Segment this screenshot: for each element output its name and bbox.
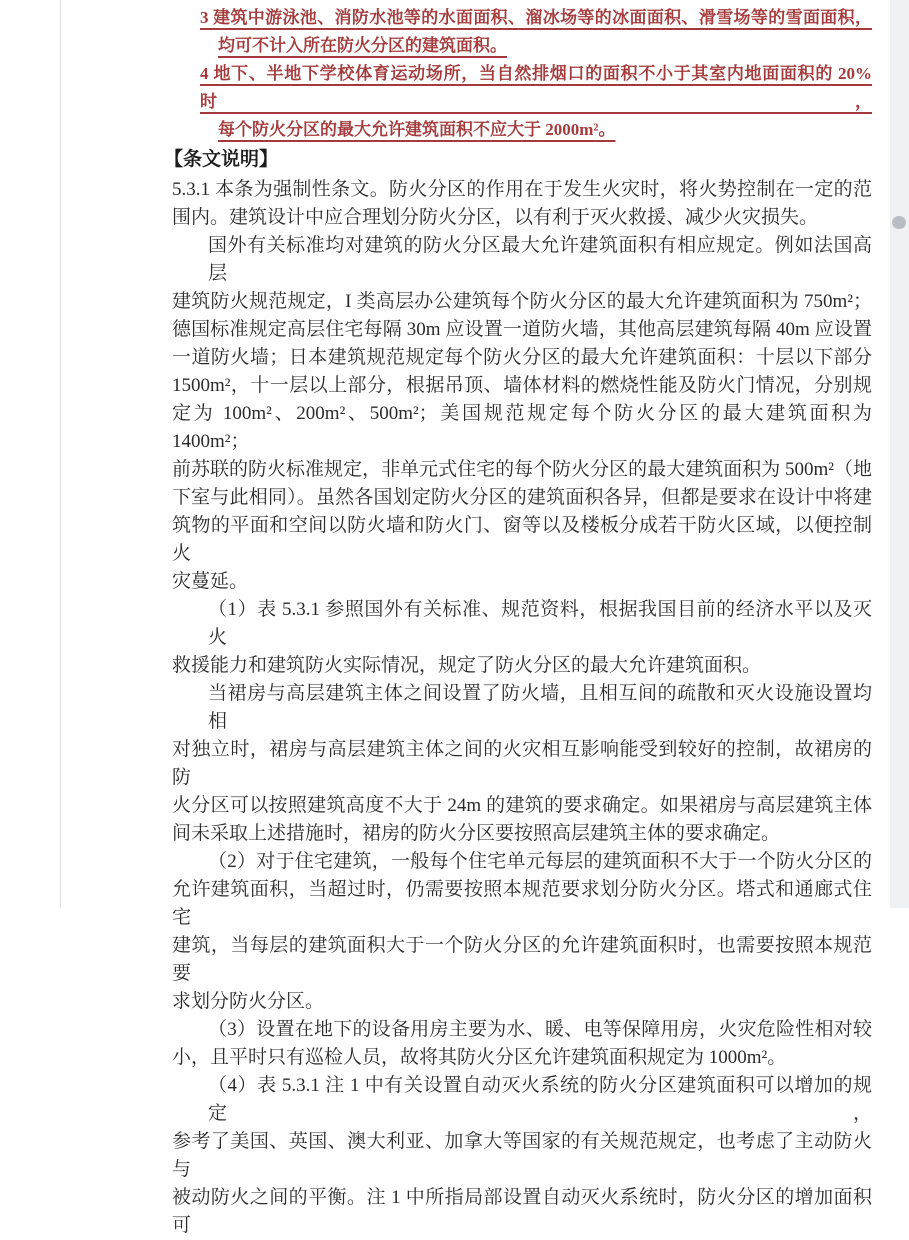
explanation-text-line: 1500m²，十一层以上部分，根据吊顶、墙体材料的燃烧性能及防火门情况，分别规: [172, 375, 872, 396]
explanation-text-line: 德国标准规定高层住宅每隔 30m 应设置一道防火墙，其他高层建筑每隔 40m 应设置: [172, 319, 872, 340]
explanation-text-line: 建筑防火规范规定，I 类高层办公建筑每个防火分区的最大允许建筑面积为 750m²；: [172, 291, 872, 312]
explanation-text-line: 小，且平时只有巡检人员，故将其防火分区允许建筑面积规定为 1000m²。: [172, 1047, 787, 1068]
page-left-edge-divider: [60, 0, 61, 908]
explanation-text-line: （1）表 5.3.1 参照国外有关标准、规范资料，根据我国目前的经济水平以及灭火: [208, 599, 872, 648]
explanation-text-line: （3）设置在地下的设备用房主要为水、暖、电等保障用房，火灾危险性相对较: [208, 1019, 872, 1040]
explanation-text-line: 建筑，当每层的建筑面积大于一个防火分区的允许建筑面积时，也需要按照本规范要: [172, 935, 872, 984]
explanation-section-heading: 【条文说明】: [164, 149, 279, 170]
explanation-text-line: 下室与此相同）。虽然各国划定防火分区的建筑面积各异，但都是要求在设计中将建: [172, 487, 872, 508]
explanation-text-line: 求划分防火分区。: [172, 991, 325, 1012]
document-content: [164, 4, 872, 1240]
explanation-text-line: （4）表 5.3.1 注 1 中有关设置自动灭火系统的防火分区建筑面积可以增加的规定，: [208, 1075, 872, 1124]
explanation-text-line: 被动防火之间的平衡。注 1 中所指局部设置自动灭火系统时，防火分区的增加面积可: [172, 1187, 872, 1236]
explanation-text-line: 一道防火墙；日本建筑规范规定每个防火分区的最大允许建筑面积：十层以下部分: [172, 347, 872, 368]
explanation-text-line: 灾蔓延。: [172, 571, 249, 592]
code-clause-line: 均可不计入所在防火分区的建筑面积。: [218, 36, 507, 55]
explanation-text-line: 间未采取上述措施时，裙房的防火分区要按照高层建筑主体的要求确定。: [172, 823, 781, 844]
explanation-text-line: 允许建筑面积，当超过时，仍需要按照本规范要求划分防火分区。塔式和通廊式住宅: [172, 879, 872, 928]
explanation-body: [172, 176, 872, 1240]
code-clauses-block: [172, 4, 872, 144]
explanation-text-line: （2）对于住宅建筑，一般每个住宅单元每层的建筑面积不大于一个防火分区的: [208, 851, 872, 872]
explanation-text-line: 前苏联的防火标准规定，非单元式住宅的每个防火分区的最大建筑面积为 500m²（地: [172, 459, 872, 480]
explanation-text-line: 参考了美国、英国、澳大利亚、加拿大等国家的有关规范规定，也考虑了主动防火与: [172, 1131, 872, 1180]
scrollbar-track[interactable]: [890, 0, 909, 908]
code-clause-line: 3 建筑中游泳池、消防水池等的水面面积、溜冰场等的冰面面积、滑雪场等的雪面面积，: [200, 8, 872, 27]
explanation-text-line: 5.3.1 本条为强制性条文。防火分区的作用在于发生火灾时，将火势控制在一定的范: [172, 179, 872, 200]
explanation-text-line: 围内。建筑设计中应合理划分防火分区，以有利于灭火救援、减少火灾损失。: [172, 207, 819, 228]
code-clause-line: 4 地下、半地下学校体育运动场所，当自然排烟口的面积不小于其室内地面面积的 20%时，: [200, 64, 872, 111]
explanation-text-line: 国外有关标准均对建筑的防火分区最大允许建筑面积有相应规定。例如法国高层: [208, 235, 872, 284]
scrollbar-thumb[interactable]: [892, 216, 906, 229]
explanation-text-line: 救援能力和建筑防火实际情况，规定了防火分区的最大允许建筑面积。: [172, 655, 762, 676]
code-clause-line: 每个防火分区的最大允许建筑面积不应大于 2000m²。: [218, 120, 616, 139]
explanation-text-line: 对独立时，裙房与高层建筑主体之间的火灾相互影响能受到较好的控制，故裙房的防: [172, 739, 872, 788]
explanation-text-line: 火分区可以按照建筑高度不大于 24m 的建筑的要求确定。如果裙房与高层建筑主体: [172, 795, 872, 816]
explanation-text-line: 定为 100m²、200m²、500m²；美国规范规定每个防火分区的最大建筑面积为 1400m²；: [172, 403, 872, 452]
explanation-text-line: 当裙房与高层建筑主体之间设置了防火墙，且相互间的疏散和灭火设施设置均相: [208, 683, 872, 732]
explanation-text-line: 筑物的平面和空间以防火墙和防火门、窗等以及楼板分成若干防火区域，以便控制火: [172, 515, 872, 564]
